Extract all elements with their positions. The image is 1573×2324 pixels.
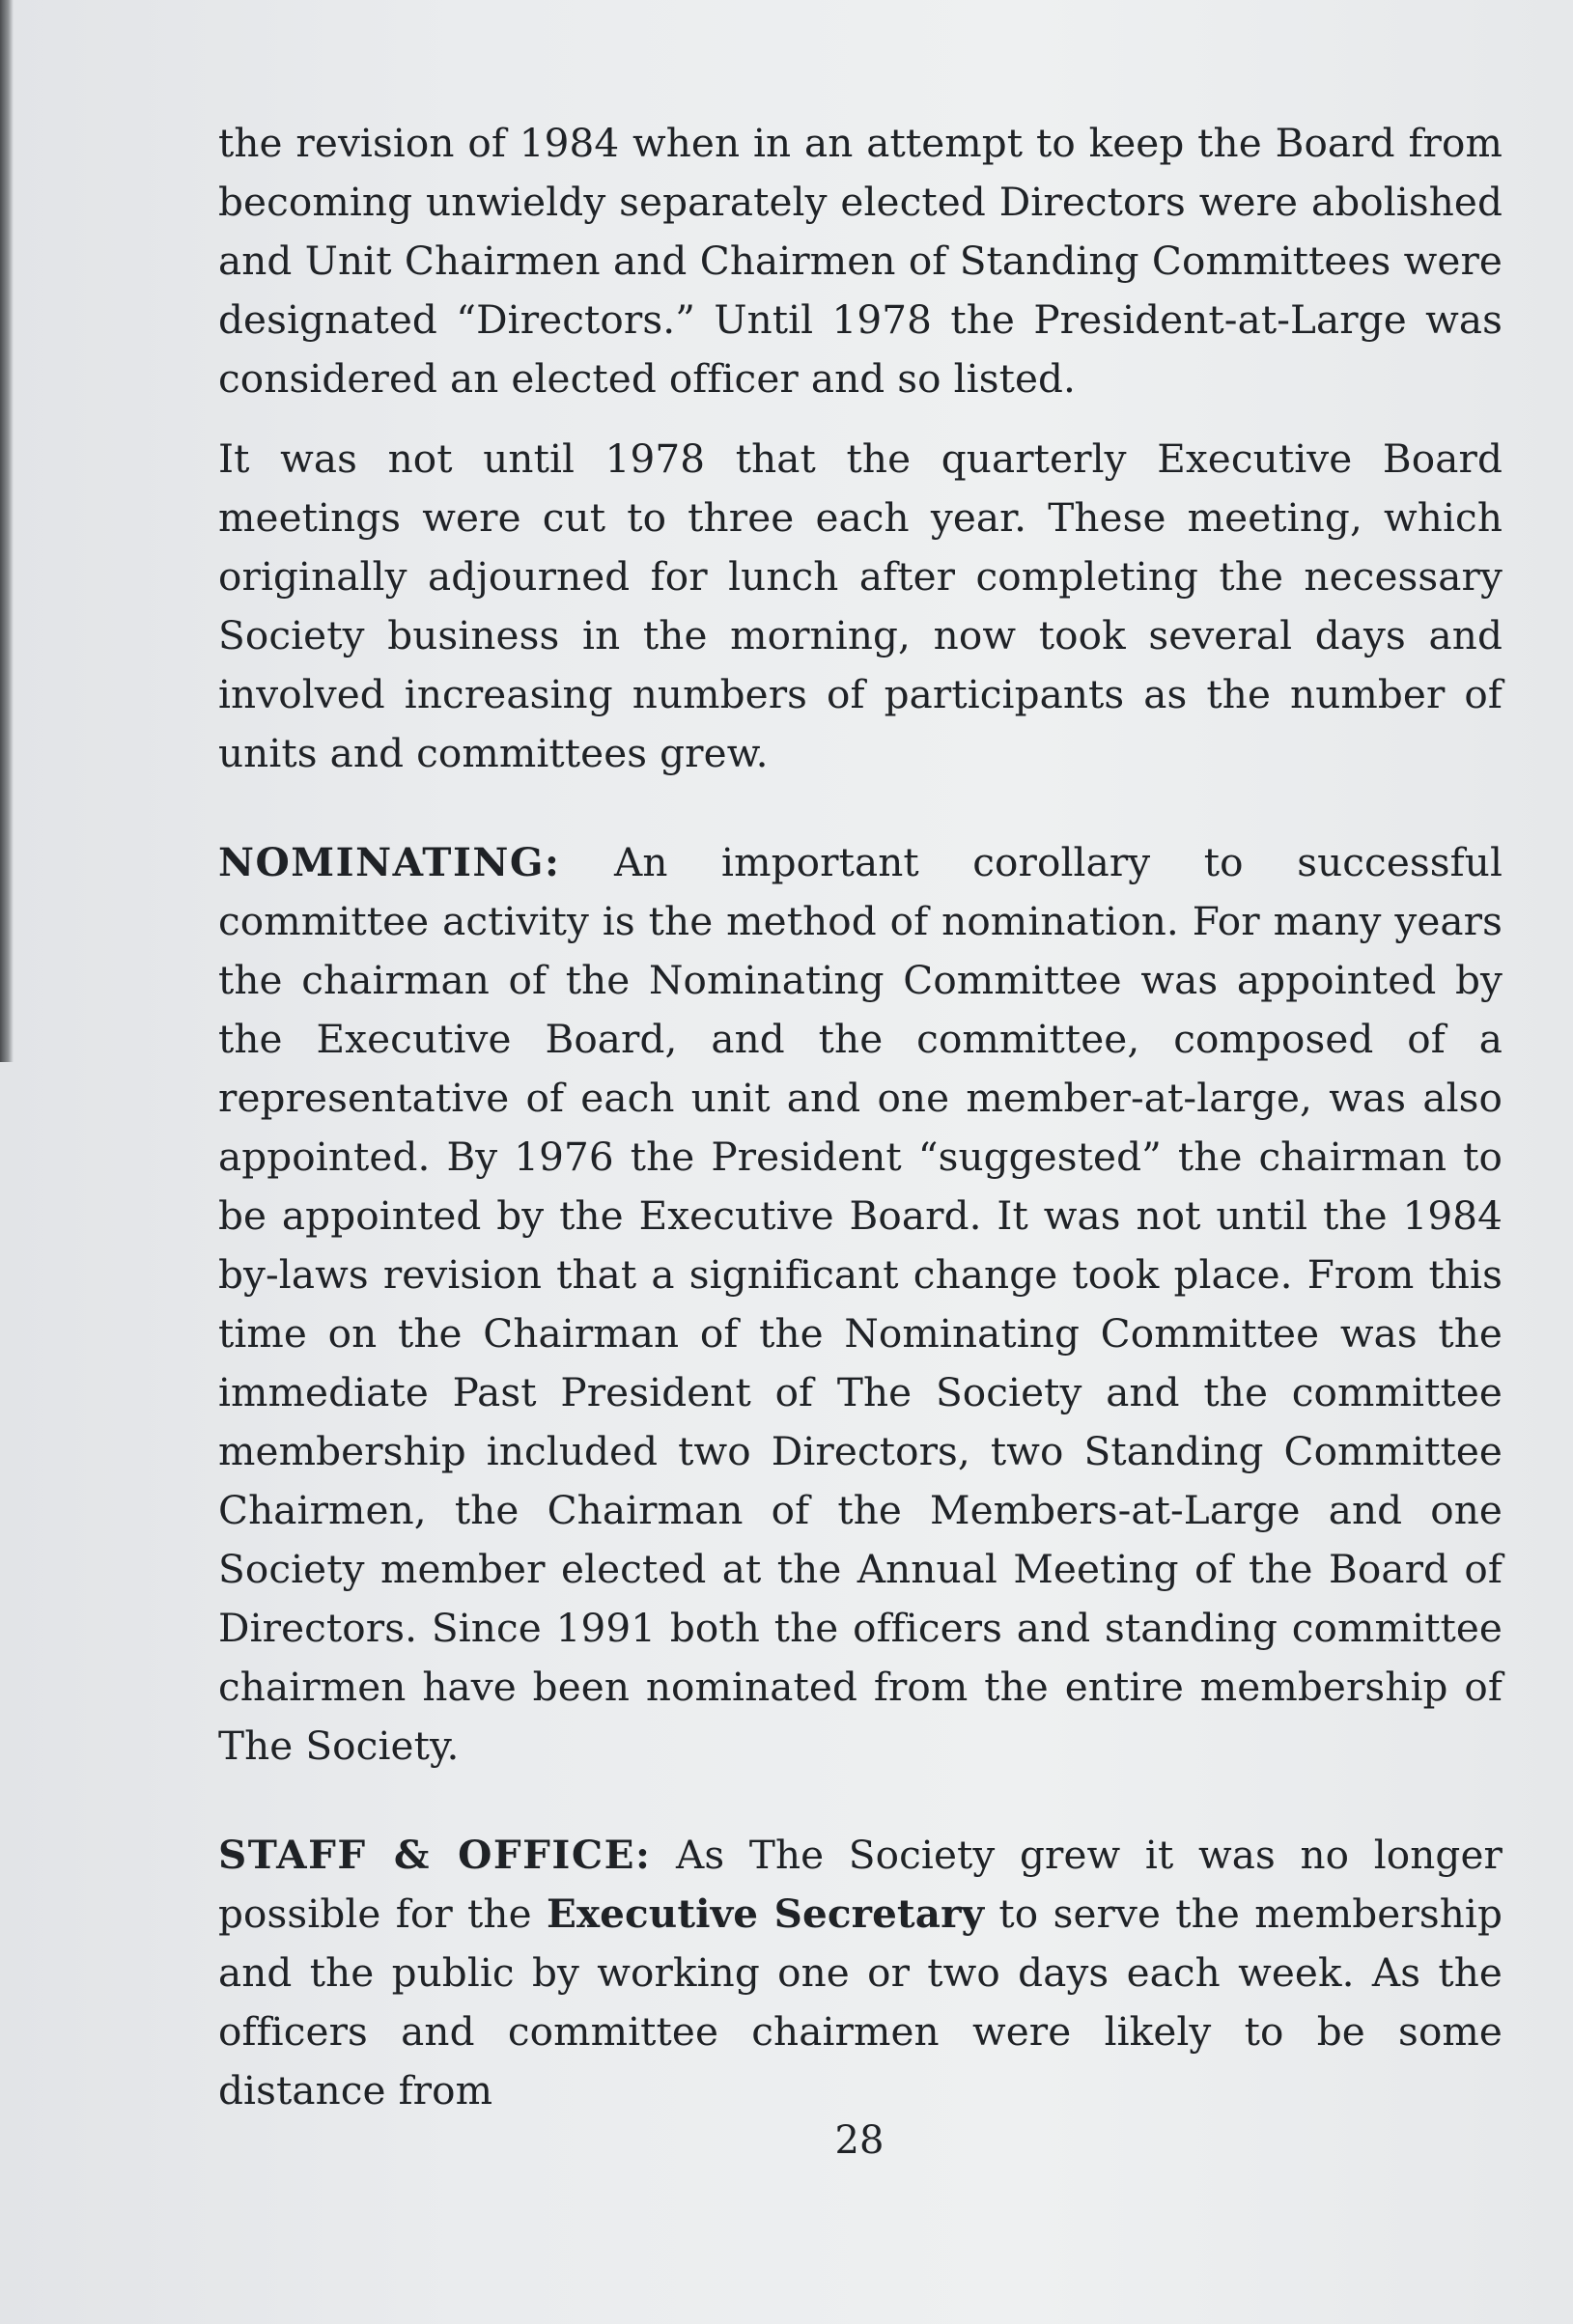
paragraph-board-revision [218, 114, 1503, 408]
emphasis-executive-secretary: Executive Secretary [546, 1890, 985, 1937]
paragraph-text: It was not until 1978 that the quarterly Executive Board meetings were cut to three each year. These meeting, which originally adjourned for lunch after completing the necessary Society business in the morning, now took several days and involved increasing numbers of participants as the number of units and committees grew. [218, 435, 1503, 776]
body-text [218, 114, 1503, 2120]
section-heading-nominating: NOMINATING: [218, 839, 561, 885]
paragraph-text: An important corollary to successful committee activity is the method of nomination. For many years the chairman of the Nominating Committee was appointed by the Executive Board, and the committee, composed of a representative of each unit and one member-at-large, was also appointed. By 1976 the President “suggested” the chairman to be appointed by the Executive Board. It was not until the 1984 by-laws revision that a significant change took place. From this time on the Chairman of the Nominating Committee was the immediate Past President of The Society and the committee membership included two Directors, two Standing Committee Chairmen, the Chairman of the Members-at-Large and one Society member elected at the Annual Meeting of the Board of Directors. Since 1991 both the officers and standing committee chairmen have been nominated from the entire membership of The Society. [218, 839, 1503, 1769]
paragraph-text: As The Society grew it was no longer possible for the [218, 1832, 1503, 1937]
paragraph-text: the revision of 1984 when in an attempt to keep the Board from becoming unwieldy separately elected Directors were abolished and Unit Chairmen and Chairmen of Standing Committees were designated “Directors.” Until 1978 the President-at-Large was considered an elected officer and so listed. [218, 120, 1503, 402]
paragraph-text: to serve the membership and the public by working one or two days each week. As the officers and committee chairmen were likely to be some distance from [218, 1890, 1503, 2114]
paragraph-board-meetings [218, 430, 1503, 783]
paragraph-staff-office [218, 1826, 1503, 2120]
section-heading-staff-office: STAFF & OFFICE: [218, 1832, 652, 1878]
page-binding-shadow [0, 0, 14, 1062]
paragraph-nominating [218, 833, 1503, 1776]
page-number: 28 [834, 2118, 885, 2163]
